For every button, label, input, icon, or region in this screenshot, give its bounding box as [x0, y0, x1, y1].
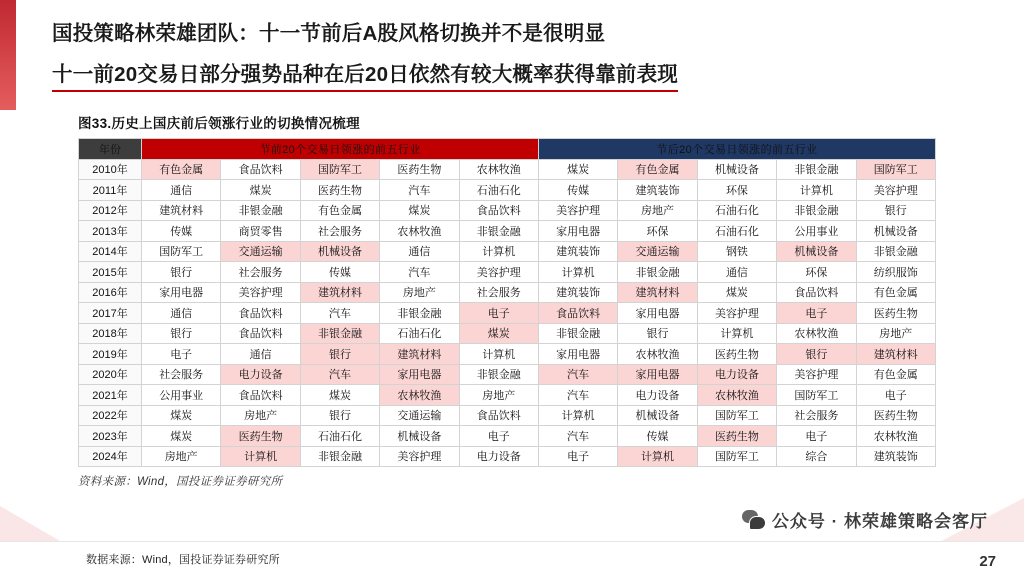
cell-post-holiday: 计算机 — [618, 446, 697, 467]
table-row — [79, 344, 936, 365]
cell-pre-holiday: 交通运输 — [380, 405, 459, 426]
cell-post-holiday: 汽车 — [538, 426, 617, 447]
row-year: 2013年 — [79, 221, 142, 242]
row-year: 2014年 — [79, 241, 142, 262]
cell-post-holiday: 家用电器 — [618, 364, 697, 385]
cell-post-holiday: 有色金属 — [856, 282, 935, 303]
cell-pre-holiday: 石油石化 — [300, 426, 379, 447]
cell-pre-holiday: 电力设备 — [221, 364, 300, 385]
cell-pre-holiday: 计算机 — [459, 344, 538, 365]
col-header-pre-holiday: 节前20个交易日领涨的前五行业 — [142, 139, 539, 160]
cell-pre-holiday: 食品饮料 — [221, 323, 300, 344]
cell-pre-holiday: 银行 — [142, 262, 221, 283]
cell-post-holiday: 建筑材料 — [856, 344, 935, 365]
cell-pre-holiday: 交通运输 — [221, 241, 300, 262]
row-year: 2023年 — [79, 426, 142, 447]
cell-post-holiday: 计算机 — [538, 262, 617, 283]
cell-pre-holiday: 建筑材料 — [380, 344, 459, 365]
table-row — [79, 426, 936, 447]
cell-post-holiday: 钢铁 — [697, 241, 776, 262]
row-year: 2021年 — [79, 385, 142, 406]
cell-post-holiday: 银行 — [856, 200, 935, 221]
cell-post-holiday: 有色金属 — [856, 364, 935, 385]
cell-pre-holiday: 银行 — [142, 323, 221, 344]
cell-post-holiday: 机械设备 — [697, 159, 776, 180]
footer-source-note: 数据来源：Wind，国投证券证券研究所 — [86, 554, 280, 566]
figure-source: 资料来源：Wind，国投证券证券研究所 — [78, 476, 283, 488]
cell-post-holiday: 美容护理 — [697, 303, 776, 324]
cell-post-holiday: 计算机 — [777, 180, 856, 201]
cell-post-holiday: 电子 — [538, 446, 617, 467]
cell-pre-holiday: 医药生物 — [380, 159, 459, 180]
cell-post-holiday: 石油石化 — [697, 200, 776, 221]
cell-pre-holiday: 非银金融 — [300, 446, 379, 467]
brand-watermark — [742, 507, 988, 532]
cell-post-holiday: 煤炭 — [697, 282, 776, 303]
cell-pre-holiday: 煤炭 — [459, 323, 538, 344]
cell-post-holiday: 建筑装饰 — [538, 241, 617, 262]
cell-post-holiday: 交通运输 — [618, 241, 697, 262]
cell-pre-holiday: 社会服务 — [142, 364, 221, 385]
cell-post-holiday: 银行 — [618, 323, 697, 344]
cell-pre-holiday: 通信 — [142, 180, 221, 201]
cell-pre-holiday: 煤炭 — [142, 426, 221, 447]
decorative-corner-top-left — [0, 0, 16, 110]
brand-label: 公众号 · 林荣雄策略会客厅 — [771, 512, 988, 531]
industry-rotation-table — [78, 138, 936, 467]
cell-pre-holiday: 食品饮料 — [221, 303, 300, 324]
table-row — [79, 221, 936, 242]
cell-pre-holiday: 煤炭 — [380, 200, 459, 221]
cell-pre-holiday: 通信 — [380, 241, 459, 262]
row-year: 2017年 — [79, 303, 142, 324]
cell-post-holiday: 建筑材料 — [618, 282, 697, 303]
cell-pre-holiday: 汽车 — [380, 262, 459, 283]
cell-post-holiday: 建筑装饰 — [618, 180, 697, 201]
cell-post-holiday: 电力设备 — [697, 364, 776, 385]
cell-pre-holiday: 国防军工 — [300, 159, 379, 180]
page-title: 国投策略林荣雄团队：十一节前后A股风格切换并不是很明显 — [52, 22, 606, 45]
table-row — [79, 364, 936, 385]
cell-post-holiday: 房地产 — [856, 323, 935, 344]
cell-post-holiday: 美容护理 — [856, 180, 935, 201]
slide-title-block — [52, 16, 994, 92]
col-header-post-holiday: 节后20个交易日领涨的前五行业 — [538, 139, 935, 160]
cell-post-holiday: 纺织服饰 — [856, 262, 935, 283]
cell-post-holiday: 美容护理 — [777, 364, 856, 385]
cell-pre-holiday: 美容护理 — [221, 282, 300, 303]
cell-post-holiday: 家用电器 — [538, 221, 617, 242]
cell-post-holiday: 农林牧渔 — [697, 385, 776, 406]
cell-post-holiday: 家用电器 — [538, 344, 617, 365]
cell-pre-holiday: 非银金融 — [300, 323, 379, 344]
cell-pre-holiday: 煤炭 — [221, 180, 300, 201]
cell-post-holiday: 医药生物 — [856, 303, 935, 324]
cell-post-holiday: 综合 — [777, 446, 856, 467]
row-year: 2018年 — [79, 323, 142, 344]
cell-post-holiday: 非银金融 — [777, 200, 856, 221]
cell-post-holiday: 医药生物 — [697, 426, 776, 447]
cell-pre-holiday: 农林牧渔 — [380, 221, 459, 242]
cell-pre-holiday: 石油石化 — [459, 180, 538, 201]
cell-pre-holiday: 电子 — [459, 303, 538, 324]
cell-pre-holiday: 食品饮料 — [459, 200, 538, 221]
cell-pre-holiday: 计算机 — [459, 241, 538, 262]
cell-post-holiday: 银行 — [777, 344, 856, 365]
cell-pre-holiday: 电子 — [459, 426, 538, 447]
cell-post-holiday: 美容护理 — [538, 200, 617, 221]
table-row — [79, 262, 936, 283]
cell-post-holiday: 机械设备 — [856, 221, 935, 242]
cell-pre-holiday: 煤炭 — [300, 385, 379, 406]
cell-pre-holiday: 房地产 — [142, 446, 221, 467]
cell-pre-holiday: 非银金融 — [459, 221, 538, 242]
cell-pre-holiday: 银行 — [300, 405, 379, 426]
cell-post-holiday: 汽车 — [538, 364, 617, 385]
row-year: 2012年 — [79, 200, 142, 221]
cell-pre-holiday: 电子 — [142, 344, 221, 365]
cell-post-holiday: 机械设备 — [618, 405, 697, 426]
cell-pre-holiday: 国防军工 — [142, 241, 221, 262]
cell-pre-holiday: 商贸零售 — [221, 221, 300, 242]
cell-pre-holiday: 通信 — [142, 303, 221, 324]
cell-post-holiday: 煤炭 — [538, 159, 617, 180]
cell-post-holiday: 食品饮料 — [538, 303, 617, 324]
cell-pre-holiday: 汽车 — [300, 364, 379, 385]
cell-post-holiday: 传媒 — [538, 180, 617, 201]
cell-pre-holiday: 房地产 — [221, 405, 300, 426]
cell-post-holiday: 医药生物 — [856, 405, 935, 426]
cell-post-holiday: 非银金融 — [777, 159, 856, 180]
cell-pre-holiday: 社会服务 — [459, 282, 538, 303]
table-row — [79, 200, 936, 221]
cell-pre-holiday: 食品饮料 — [221, 159, 300, 180]
table-row — [79, 180, 936, 201]
cell-post-holiday: 建筑装饰 — [538, 282, 617, 303]
cell-post-holiday: 医药生物 — [697, 344, 776, 365]
cell-post-holiday: 电子 — [856, 385, 935, 406]
cell-pre-holiday: 房地产 — [380, 282, 459, 303]
cell-post-holiday: 国防军工 — [697, 446, 776, 467]
row-year: 2015年 — [79, 262, 142, 283]
cell-pre-holiday: 银行 — [300, 344, 379, 365]
cell-post-holiday: 环保 — [618, 221, 697, 242]
cell-post-holiday: 非银金融 — [618, 262, 697, 283]
table-row — [79, 446, 936, 467]
cell-post-holiday: 计算机 — [697, 323, 776, 344]
table-row — [79, 323, 936, 344]
cell-post-holiday: 家用电器 — [618, 303, 697, 324]
page-subtitle: 十一前20交易日部分强势品种在后20日依然有较大概率获得靠前表现 — [52, 57, 678, 92]
row-year: 2010年 — [79, 159, 142, 180]
cell-pre-holiday: 社会服务 — [221, 262, 300, 283]
cell-pre-holiday: 石油石化 — [380, 323, 459, 344]
cell-pre-holiday: 医药生物 — [300, 180, 379, 201]
cell-pre-holiday: 有色金属 — [300, 200, 379, 221]
cell-pre-holiday: 机械设备 — [300, 241, 379, 262]
cell-post-holiday: 通信 — [697, 262, 776, 283]
cell-post-holiday: 国防军工 — [697, 405, 776, 426]
cell-post-holiday: 非银金融 — [538, 323, 617, 344]
cell-pre-holiday: 通信 — [221, 344, 300, 365]
row-year: 2024年 — [79, 446, 142, 467]
cell-pre-holiday: 电力设备 — [459, 446, 538, 467]
cell-post-holiday: 农林牧渔 — [618, 344, 697, 365]
table-row — [79, 303, 936, 324]
speech-bubbles-icon — [742, 510, 764, 529]
row-year: 2022年 — [79, 405, 142, 426]
table-header-row — [79, 139, 936, 160]
cell-post-holiday: 非银金融 — [856, 241, 935, 262]
cell-post-holiday: 环保 — [777, 262, 856, 283]
cell-post-holiday: 电子 — [777, 426, 856, 447]
cell-post-holiday: 建筑装饰 — [856, 446, 935, 467]
cell-post-holiday: 汽车 — [538, 385, 617, 406]
cell-pre-holiday: 非银金融 — [380, 303, 459, 324]
cell-pre-holiday: 建筑材料 — [142, 200, 221, 221]
cell-pre-holiday: 非银金融 — [459, 364, 538, 385]
cell-pre-holiday: 煤炭 — [142, 405, 221, 426]
cell-pre-holiday: 汽车 — [380, 180, 459, 201]
cell-post-holiday: 公用事业 — [777, 221, 856, 242]
cell-pre-holiday: 机械设备 — [380, 426, 459, 447]
cell-pre-holiday: 美容护理 — [380, 446, 459, 467]
cell-pre-holiday: 食品饮料 — [459, 405, 538, 426]
cell-post-holiday: 有色金属 — [618, 159, 697, 180]
cell-pre-holiday: 医药生物 — [221, 426, 300, 447]
cell-pre-holiday: 房地产 — [459, 385, 538, 406]
cell-post-holiday: 社会服务 — [777, 405, 856, 426]
cell-post-holiday: 房地产 — [618, 200, 697, 221]
cell-pre-holiday: 有色金属 — [142, 159, 221, 180]
page-number: 27 — [979, 553, 996, 570]
cell-post-holiday: 传媒 — [618, 426, 697, 447]
cell-post-holiday: 计算机 — [538, 405, 617, 426]
cell-pre-holiday: 农林牧渔 — [380, 385, 459, 406]
cell-pre-holiday: 汽车 — [300, 303, 379, 324]
table-row — [79, 241, 936, 262]
row-year: 2011年 — [79, 180, 142, 201]
cell-pre-holiday: 社会服务 — [300, 221, 379, 242]
table-body — [79, 159, 936, 467]
cell-post-holiday: 国防军工 — [856, 159, 935, 180]
row-year: 2016年 — [79, 282, 142, 303]
cell-pre-holiday: 家用电器 — [380, 364, 459, 385]
cell-post-holiday: 国防军工 — [777, 385, 856, 406]
table-row — [79, 282, 936, 303]
cell-pre-holiday: 建筑材料 — [300, 282, 379, 303]
cell-pre-holiday: 家用电器 — [142, 282, 221, 303]
cell-post-holiday: 电子 — [777, 303, 856, 324]
cell-post-holiday: 电力设备 — [618, 385, 697, 406]
cell-pre-holiday: 传媒 — [300, 262, 379, 283]
row-year: 2020年 — [79, 364, 142, 385]
cell-post-holiday: 环保 — [697, 180, 776, 201]
cell-pre-holiday: 非银金融 — [221, 200, 300, 221]
row-year: 2019年 — [79, 344, 142, 365]
table-row — [79, 159, 936, 180]
cell-post-holiday: 机械设备 — [777, 241, 856, 262]
cell-pre-holiday: 计算机 — [221, 446, 300, 467]
cell-post-holiday: 食品饮料 — [777, 282, 856, 303]
cell-post-holiday: 农林牧渔 — [777, 323, 856, 344]
cell-pre-holiday: 传媒 — [142, 221, 221, 242]
figure-container — [78, 112, 946, 489]
table-row — [79, 385, 936, 406]
col-header-year: 年份 — [79, 139, 142, 160]
table-row — [79, 405, 936, 426]
cell-pre-holiday: 美容护理 — [459, 262, 538, 283]
cell-pre-holiday: 农林牧渔 — [459, 159, 538, 180]
cell-pre-holiday: 食品饮料 — [221, 385, 300, 406]
cell-post-holiday: 农林牧渔 — [856, 426, 935, 447]
cell-pre-holiday: 公用事业 — [142, 385, 221, 406]
figure-caption: 图33.历史上国庆前后领涨行业的切换情况梳理 — [78, 116, 360, 131]
cell-post-holiday: 石油石化 — [697, 221, 776, 242]
